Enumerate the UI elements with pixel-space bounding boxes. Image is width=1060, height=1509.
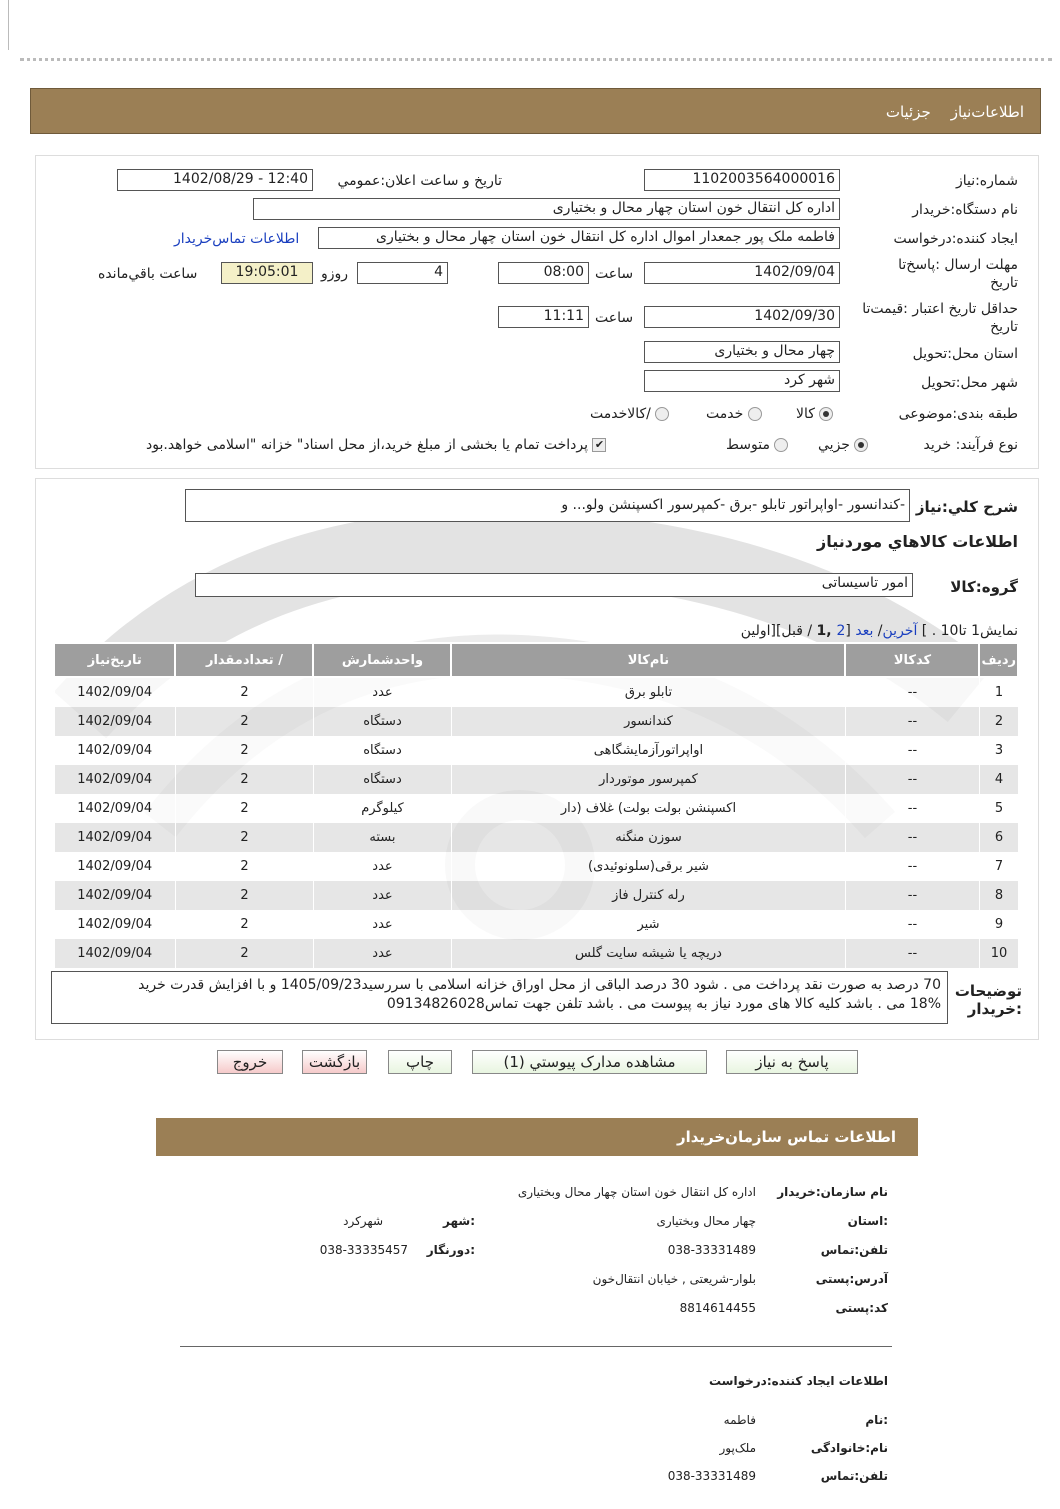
goods-qty-cell: 2	[175, 852, 313, 881]
buyer-notes-label: توضیحات :خریدار	[954, 982, 1022, 1018]
goods-qty-cell: 2	[175, 881, 313, 910]
goods-name-cell: کندانسور	[451, 707, 845, 736]
need-date-cell: 1402/09/04	[54, 823, 175, 852]
contact-fax-label: :دورنگار	[426, 1243, 475, 1257]
buyer-notes-field	[51, 971, 948, 1024]
back-button[interactable]: بازگشت	[302, 1050, 367, 1074]
exit-button[interactable]: خروج	[217, 1050, 283, 1074]
category-service-option[interactable]	[706, 406, 762, 422]
top-divider	[20, 58, 1052, 61]
announce-label: تاریخ و ساعت اعلان:عمومي	[337, 173, 502, 189]
row-number-cell: 3	[979, 736, 1018, 765]
goods-name-cell: اواپراتورآزمایشگاهی	[451, 736, 845, 765]
table-row	[54, 736, 1018, 765]
breadcrumb	[866, 103, 1024, 121]
process-label: نوع فرآیند: خرید	[923, 437, 1018, 453]
goods-code-cell: --	[845, 881, 979, 910]
process-partial-radio[interactable]	[854, 438, 868, 452]
goods-unit-cell: دستگاه	[313, 765, 451, 794]
goods-group-field: امور تاسیساتی	[195, 573, 913, 597]
goods-name-cell: شیر برقی(سلونوئیدی)	[451, 852, 845, 881]
breadcrumb-info[interactable]: اطلاعات‌نیاز	[950, 103, 1024, 121]
goods-code-cell: --	[845, 677, 979, 707]
table-row	[54, 823, 1018, 852]
process-partial-option[interactable]	[818, 437, 868, 453]
days-field: 4	[357, 262, 448, 284]
contact-address-label: آدرس:پستی	[815, 1272, 888, 1286]
creator-name-value: فاطمه	[723, 1413, 756, 1427]
validity-time-label: ساعت	[595, 310, 634, 326]
col-date[interactable]: تاریخ‌نیاز	[54, 643, 175, 677]
goods-unit-cell: کیلوگرم	[313, 794, 451, 823]
contact-province-value: چهار محال وبختیاری	[656, 1214, 756, 1228]
need-date-cell: 1402/09/04	[54, 852, 175, 881]
creator-phone-label: تلفن:تماس	[820, 1469, 888, 1483]
goods-name-cell: اکسپنشن بولت بولت) غلاف (دار	[451, 794, 845, 823]
buyer-org-label: نام دستگاه:خریدار	[912, 202, 1018, 218]
pagination-tail: / قبل][اولین	[740, 623, 817, 639]
goods-code-cell: --	[845, 765, 979, 794]
col-row[interactable]: ردیف	[979, 643, 1018, 677]
buyer-notes-line-2: 18% می . باشد کلیه کالا های مورد نیاز به پیوست می . باشد تلفن جهت تماس09134826028	[386, 996, 941, 1012]
col-name[interactable]: نام‌کالا	[451, 643, 845, 677]
creator-phone-value: 038-33331489	[667, 1469, 756, 1483]
col-qty[interactable]: / تعدادمقدار	[175, 643, 313, 677]
contact-address-value: بلوار-شریعتی , خیابان انتقال‌خون	[592, 1272, 756, 1286]
category-service-label: خدمت	[706, 406, 744, 422]
goods-unit-cell: عدد	[313, 881, 451, 910]
buyer-contact-link[interactable]: اطلاعات تماس‌خریدار	[174, 231, 300, 247]
goods-code-cell: --	[845, 794, 979, 823]
days-label: روزو	[321, 266, 349, 282]
contact-phone-value: 038-33331489	[667, 1243, 756, 1257]
goods-name-cell: رله کنترل فاز	[451, 881, 845, 910]
left-border-line	[8, 0, 9, 50]
page-header	[30, 88, 1041, 134]
contact-title: اطلاعات تماس سازمان‌خریدار	[676, 1128, 896, 1146]
description-field: -کندانسور -اواپراتور تابلو -برق -کمپرسور اکسپنشن ولو... و	[185, 489, 910, 522]
payment-note-option[interactable]	[146, 437, 606, 453]
deadline-time-label: ساعت	[595, 266, 634, 282]
validity-time-field: 11:11	[498, 306, 589, 328]
goods-name-cell: کمپرسور موتوردار	[451, 765, 845, 794]
contact-phone-label: تلفن:تماس	[820, 1243, 888, 1257]
goods-group-label: گروه:کالا	[950, 578, 1018, 596]
goods-code-cell: --	[845, 823, 979, 852]
deadline-time-field: 08:00	[498, 262, 589, 284]
category-service-radio[interactable]	[748, 407, 762, 421]
need-date-cell: 1402/09/04	[54, 677, 175, 707]
goods-code-cell: --	[845, 910, 979, 939]
goods-name-cell: دریچه یا شیشه سایت گلس	[451, 939, 845, 968]
creator-label: ایجاد کننده:درخواست	[893, 231, 1018, 247]
city-field: شهر کرد	[644, 370, 840, 392]
breadcrumb-details[interactable]: جزئیات	[885, 103, 931, 121]
announce-field: 1402/08/29 - 12:40	[117, 169, 313, 191]
payment-note-label: پرداخت تمام یا بخشی از مبلغ خرید،از محل اسناد" خزانه "اسلامی خواهد.بود	[146, 437, 589, 453]
goods-unit-cell: بسته	[313, 823, 451, 852]
need-number-label: شماره:نیاز	[955, 173, 1018, 189]
category-goods-radio[interactable]	[819, 407, 833, 421]
contact-org-value: اداره کل انتقال خون استان چهار محال وبختیاری	[517, 1185, 756, 1199]
need-date-cell: 1402/09/04	[54, 881, 175, 910]
pagination-page-1: ,1	[816, 623, 837, 639]
goods-qty-cell: 2	[175, 736, 313, 765]
need-date-cell: 1402/09/04	[54, 794, 175, 823]
goods-qty-cell: 2	[175, 794, 313, 823]
goods-unit-cell: عدد	[313, 852, 451, 881]
row-number-cell: 2	[979, 707, 1018, 736]
contact-separator	[180, 1346, 892, 1347]
pagination-next-link[interactable]: بعد	[855, 623, 874, 639]
pagination-page-2[interactable]: 2	[836, 623, 846, 639]
table-row	[54, 707, 1018, 736]
reply-button[interactable]: پاسخ به نیاز	[726, 1050, 858, 1074]
goods-code-cell: --	[845, 852, 979, 881]
pagination-prefix: نمایش1 تا10 . ]	[921, 623, 1018, 639]
validity-label: حداقل تاریخ اعتبار :قیمت‌تا تاریخ	[862, 301, 1018, 335]
goods-unit-cell: عدد	[313, 939, 451, 968]
goods-table	[53, 642, 1019, 968]
goods-code-cell: --	[845, 707, 979, 736]
goods-unit-cell: عدد	[313, 677, 451, 707]
need-date-cell: 1402/09/04	[54, 736, 175, 765]
goods-qty-cell: 2	[175, 910, 313, 939]
table-row	[54, 794, 1018, 823]
creator-field: فاطمه ملک پور جمعدار اموال اداره کل انتقال خون استان چهار محال و بختیاری	[318, 227, 840, 249]
deadline-label: مهلت ارسال :پاسخ‌تا تاریخ	[898, 257, 1018, 291]
category-label: طبقه بندی:موضوعی	[898, 406, 1018, 422]
row-number-cell: 8	[979, 881, 1018, 910]
process-medium-radio[interactable]	[774, 438, 788, 452]
contact-fax-value: 038-33335457	[319, 1243, 408, 1257]
process-partial-label: جزیي	[818, 437, 850, 453]
table-row	[54, 881, 1018, 910]
category-goods-service-option[interactable]	[590, 406, 669, 422]
goods-qty-cell: 2	[175, 677, 313, 707]
goods-name-cell: سوزن منگنه	[451, 823, 845, 852]
row-number-cell: 10	[979, 939, 1018, 968]
goods-unit-cell: دستگاه	[313, 736, 451, 765]
deadline-date-field: 1402/09/04	[644, 262, 840, 284]
need-date-cell: 1402/09/04	[54, 939, 175, 968]
need-date-cell: 1402/09/04	[54, 707, 175, 736]
creator-info-title: اطلاعات ایجاد کننده:درخواست	[708, 1374, 888, 1388]
process-medium-label: متوسط	[726, 437, 770, 453]
goods-info-title: اطلاعات کالاهاي موردنیاز	[817, 532, 1018, 551]
goods-unit-cell: عدد	[313, 910, 451, 939]
contact-postal-label: کد:پستی	[835, 1301, 888, 1315]
row-number-cell: 1	[979, 677, 1018, 707]
pagination-bracket: [	[845, 623, 851, 639]
col-code[interactable]: کدکالا	[845, 643, 979, 677]
validity-date-field: 1402/09/30	[644, 306, 840, 328]
row-number-cell: 6	[979, 823, 1018, 852]
table-row	[54, 939, 1018, 968]
table-row	[54, 852, 1018, 881]
contact-header	[156, 1118, 918, 1156]
category-goods-label: کالا	[796, 406, 815, 422]
city-label: شهر محل:تحویل	[921, 375, 1018, 391]
goods-qty-cell: 2	[175, 707, 313, 736]
table-row	[54, 765, 1018, 794]
goods-qty-cell: 2	[175, 823, 313, 852]
row-number-cell: 9	[979, 910, 1018, 939]
buyer-notes-line-1: 70 درصد به صورت نقد پرداخت می . شود 30 درصد الباقی از محل اوراق خزانه اسلامی با سررسید1405/09/23 و با افزایش قدرت خرید	[138, 977, 941, 993]
province-field: چهار محال و بختیاری	[644, 341, 840, 363]
table-row	[54, 677, 1018, 707]
process-medium-option[interactable]	[726, 437, 788, 453]
goods-name-cell: تابلو برق	[451, 677, 845, 707]
contact-city-value: شهرکرد	[343, 1214, 383, 1228]
need-number-field: 1102003564000016	[644, 169, 840, 191]
goods-code-cell: --	[845, 939, 979, 968]
row-number-cell: 5	[979, 794, 1018, 823]
col-unit[interactable]: واحدشمارش	[313, 643, 451, 677]
category-goods-service-label: /کالاخدمت	[590, 406, 651, 422]
pagination-last-link[interactable]: آخرین	[882, 623, 918, 639]
print-button[interactable]: چاپ	[388, 1050, 452, 1074]
row-number-cell: 4	[979, 765, 1018, 794]
goods-code-cell: --	[845, 736, 979, 765]
goods-qty-cell: 2	[175, 939, 313, 968]
buyer-org-field: اداره کل انتقال خون استان چهار محال و بختیاری	[253, 198, 840, 220]
pagination: نمایش1 تا10 . ] آخرین/ بعد [2 ,1 / قبل][اولین	[740, 623, 1018, 639]
payment-checkbox[interactable]: ✔	[592, 438, 606, 452]
goods-table-header	[54, 643, 1018, 677]
table-row	[54, 910, 1018, 939]
goods-name-cell: شیر	[451, 910, 845, 939]
need-date-cell: 1402/09/04	[54, 765, 175, 794]
attachments-button[interactable]: مشاهده مدارک پیوستي (1)	[472, 1050, 707, 1074]
description-label: شرح کلي:نیاز	[915, 498, 1018, 516]
category-goods-option[interactable]	[796, 406, 833, 422]
row-number-cell: 7	[979, 852, 1018, 881]
contact-postal-value: 8814614455	[679, 1301, 756, 1315]
creator-family-value: ملک‌پور	[719, 1441, 756, 1455]
province-label: استان محل:تحویل	[912, 346, 1018, 362]
contact-org-label: نام سازمان:خریدار	[777, 1185, 888, 1199]
remaining-time-label: ساعت باقي‌مانده	[98, 266, 198, 282]
need-date-cell: 1402/09/04	[54, 910, 175, 939]
category-goods-service-radio[interactable]	[655, 407, 669, 421]
goods-unit-cell: دستگاه	[313, 707, 451, 736]
remaining-time-field: 19:05:01	[221, 262, 313, 284]
goods-qty-cell: 2	[175, 765, 313, 794]
contact-city-label: :شهر	[443, 1214, 475, 1228]
creator-family-label: نام:خانوادگی	[810, 1441, 888, 1455]
contact-province-label: :استان	[847, 1214, 888, 1228]
creator-name-label: :نام	[865, 1413, 888, 1427]
